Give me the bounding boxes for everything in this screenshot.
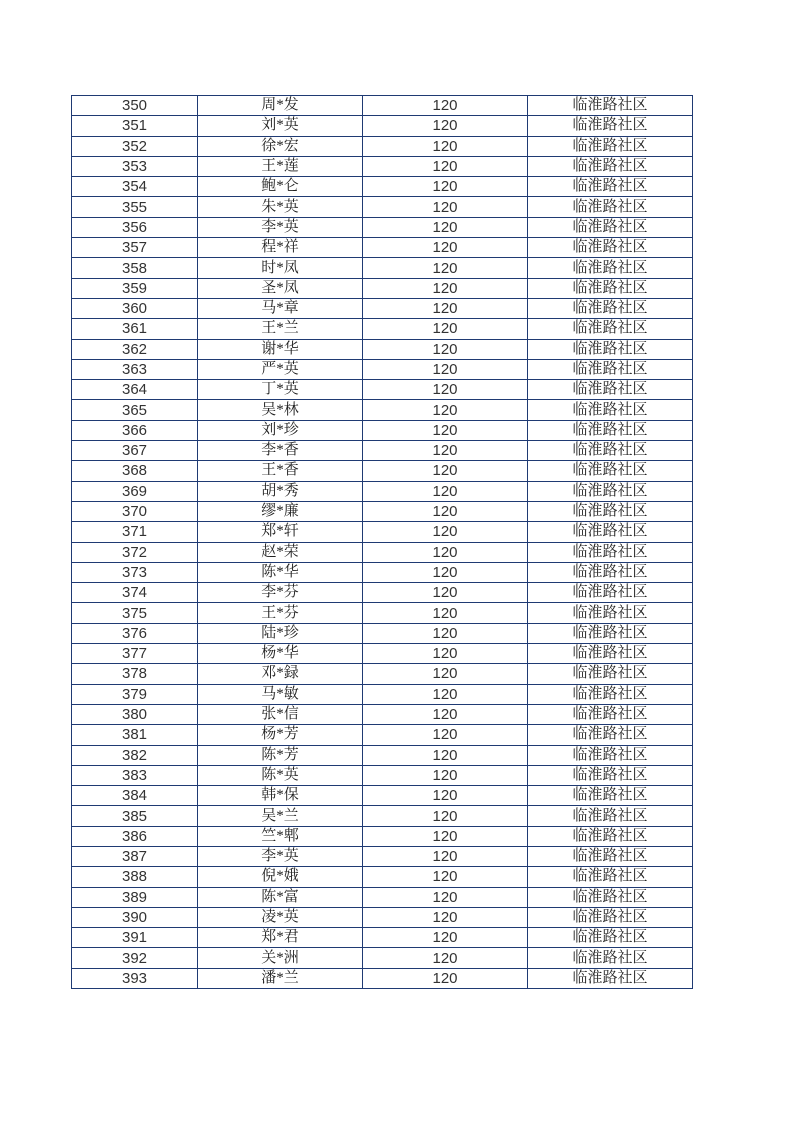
amount-cell: 120 [363, 846, 528, 866]
community-cell: 临淮路社区 [528, 481, 693, 501]
amount-cell: 120 [363, 623, 528, 643]
amount-cell: 120 [363, 644, 528, 664]
row-number-cell: 371 [72, 522, 198, 542]
amount-cell: 120 [363, 887, 528, 907]
amount-cell: 120 [363, 238, 528, 258]
row-number-cell: 380 [72, 704, 198, 724]
name-cell: 赵*荣 [198, 542, 363, 562]
community-cell: 临淮路社区 [528, 217, 693, 237]
table-row [72, 583, 693, 603]
amount-cell: 120 [363, 359, 528, 379]
community-cell: 临淮路社区 [528, 907, 693, 927]
name-cell: 圣*凤 [198, 278, 363, 298]
name-cell: 马*敏 [198, 684, 363, 704]
amount-cell: 120 [363, 765, 528, 785]
community-cell: 临淮路社区 [528, 177, 693, 197]
amount-cell: 120 [363, 380, 528, 400]
community-cell: 临淮路社区 [528, 359, 693, 379]
amount-cell: 120 [363, 177, 528, 197]
table-row [72, 238, 693, 258]
row-number-cell: 373 [72, 562, 198, 582]
amount-cell: 120 [363, 481, 528, 501]
table-row [72, 968, 693, 988]
amount-cell: 120 [363, 522, 528, 542]
name-cell: 丁*英 [198, 380, 363, 400]
amount-cell: 120 [363, 583, 528, 603]
row-number-cell: 383 [72, 765, 198, 785]
amount-cell: 120 [363, 562, 528, 582]
amount-cell: 120 [363, 786, 528, 806]
community-cell: 临淮路社区 [528, 542, 693, 562]
row-number-cell: 375 [72, 603, 198, 623]
amount-cell: 120 [363, 156, 528, 176]
amount-cell: 120 [363, 116, 528, 136]
amount-cell: 120 [363, 725, 528, 745]
name-cell: 王*兰 [198, 319, 363, 339]
row-number-cell: 364 [72, 380, 198, 400]
community-cell: 临淮路社区 [528, 400, 693, 420]
row-number-cell: 378 [72, 664, 198, 684]
row-number-cell: 355 [72, 197, 198, 217]
row-number-cell: 369 [72, 481, 198, 501]
row-number-cell: 357 [72, 238, 198, 258]
table-body [72, 96, 693, 989]
amount-cell: 120 [363, 603, 528, 623]
amount-cell: 120 [363, 400, 528, 420]
community-cell: 临淮路社区 [528, 867, 693, 887]
name-cell: 马*章 [198, 298, 363, 318]
community-cell: 临淮路社区 [528, 745, 693, 765]
row-number-cell: 351 [72, 116, 198, 136]
table-row [72, 136, 693, 156]
row-number-cell: 387 [72, 846, 198, 866]
community-cell: 临淮路社区 [528, 603, 693, 623]
name-cell: 李*芬 [198, 583, 363, 603]
name-cell: 吴*兰 [198, 806, 363, 826]
name-cell: 陆*珍 [198, 623, 363, 643]
amount-cell: 120 [363, 867, 528, 887]
amount-cell: 120 [363, 704, 528, 724]
row-number-cell: 386 [72, 826, 198, 846]
row-number-cell: 379 [72, 684, 198, 704]
table-row [72, 258, 693, 278]
row-number-cell: 376 [72, 623, 198, 643]
row-number-cell: 374 [72, 583, 198, 603]
row-number-cell: 352 [72, 136, 198, 156]
community-cell: 临淮路社区 [528, 461, 693, 481]
table-row [72, 846, 693, 866]
amount-cell: 120 [363, 319, 528, 339]
row-number-cell: 385 [72, 806, 198, 826]
community-cell: 临淮路社区 [528, 846, 693, 866]
table-row [72, 461, 693, 481]
community-cell: 临淮路社区 [528, 522, 693, 542]
table-row [72, 542, 693, 562]
row-number-cell: 382 [72, 745, 198, 765]
community-cell: 临淮路社区 [528, 238, 693, 258]
row-number-cell: 367 [72, 441, 198, 461]
amount-cell: 120 [363, 441, 528, 461]
row-number-cell: 370 [72, 501, 198, 521]
table-row [72, 928, 693, 948]
amount-cell: 120 [363, 339, 528, 359]
community-cell: 临淮路社区 [528, 704, 693, 724]
community-cell: 临淮路社区 [528, 136, 693, 156]
row-number-cell: 350 [72, 96, 198, 116]
row-number-cell: 390 [72, 907, 198, 927]
table-row [72, 907, 693, 927]
name-cell: 刘*英 [198, 116, 363, 136]
amount-cell: 120 [363, 197, 528, 217]
name-cell: 李*香 [198, 441, 363, 461]
table-row [72, 786, 693, 806]
row-number-cell: 360 [72, 298, 198, 318]
name-cell: 邓*録 [198, 664, 363, 684]
name-cell: 郑*轩 [198, 522, 363, 542]
amount-cell: 120 [363, 684, 528, 704]
table-row [72, 298, 693, 318]
row-number-cell: 377 [72, 644, 198, 664]
table-row [72, 684, 693, 704]
row-number-cell: 392 [72, 948, 198, 968]
community-cell: 临淮路社区 [528, 765, 693, 785]
amount-cell: 120 [363, 745, 528, 765]
table-row [72, 278, 693, 298]
row-number-cell: 365 [72, 400, 198, 420]
community-cell: 临淮路社区 [528, 623, 693, 643]
name-cell: 韩*保 [198, 786, 363, 806]
community-cell: 临淮路社区 [528, 887, 693, 907]
community-cell: 临淮路社区 [528, 968, 693, 988]
amount-cell: 120 [363, 501, 528, 521]
amount-cell: 120 [363, 664, 528, 684]
table-row [72, 400, 693, 420]
row-number-cell: 354 [72, 177, 198, 197]
amount-cell: 120 [363, 258, 528, 278]
name-cell: 杨*芳 [198, 725, 363, 745]
row-number-cell: 388 [72, 867, 198, 887]
community-cell: 临淮路社区 [528, 96, 693, 116]
community-cell: 临淮路社区 [528, 197, 693, 217]
name-cell: 程*祥 [198, 238, 363, 258]
community-cell: 临淮路社区 [528, 501, 693, 521]
community-cell: 临淮路社区 [528, 684, 693, 704]
community-cell: 临淮路社区 [528, 583, 693, 603]
community-cell: 临淮路社区 [528, 258, 693, 278]
name-cell: 徐*宏 [198, 136, 363, 156]
data-table [71, 95, 693, 989]
row-number-cell: 384 [72, 786, 198, 806]
community-cell: 临淮路社区 [528, 664, 693, 684]
amount-cell: 120 [363, 968, 528, 988]
community-cell: 临淮路社区 [528, 806, 693, 826]
row-number-cell: 393 [72, 968, 198, 988]
table-row [72, 319, 693, 339]
name-cell: 郑*君 [198, 928, 363, 948]
name-cell: 吴*林 [198, 400, 363, 420]
name-cell: 周*发 [198, 96, 363, 116]
community-cell: 临淮路社区 [528, 928, 693, 948]
table-row [72, 420, 693, 440]
community-cell: 临淮路社区 [528, 826, 693, 846]
row-number-cell: 359 [72, 278, 198, 298]
row-number-cell: 363 [72, 359, 198, 379]
community-cell: 临淮路社区 [528, 116, 693, 136]
amount-cell: 120 [363, 542, 528, 562]
table-row [72, 623, 693, 643]
community-cell: 临淮路社区 [528, 156, 693, 176]
name-cell: 李*英 [198, 217, 363, 237]
table-row [72, 562, 693, 582]
amount-cell: 120 [363, 907, 528, 927]
row-number-cell: 391 [72, 928, 198, 948]
table-row [72, 177, 693, 197]
row-number-cell: 366 [72, 420, 198, 440]
amount-cell: 120 [363, 948, 528, 968]
community-cell: 临淮路社区 [528, 278, 693, 298]
community-cell: 临淮路社区 [528, 786, 693, 806]
table-row [72, 826, 693, 846]
table-row [72, 522, 693, 542]
row-number-cell: 381 [72, 725, 198, 745]
name-cell: 张*信 [198, 704, 363, 724]
table-row [72, 359, 693, 379]
table-row [72, 380, 693, 400]
amount-cell: 120 [363, 217, 528, 237]
table-row [72, 481, 693, 501]
table-row [72, 806, 693, 826]
name-cell: 陈*英 [198, 765, 363, 785]
amount-cell: 120 [363, 96, 528, 116]
table-row [72, 765, 693, 785]
row-number-cell: 362 [72, 339, 198, 359]
community-cell: 临淮路社区 [528, 948, 693, 968]
row-number-cell: 353 [72, 156, 198, 176]
table-row [72, 501, 693, 521]
name-cell: 杨*华 [198, 644, 363, 664]
table-row [72, 948, 693, 968]
name-cell: 王*芬 [198, 603, 363, 623]
community-cell: 临淮路社区 [528, 562, 693, 582]
name-cell: 李*英 [198, 846, 363, 866]
community-cell: 临淮路社区 [528, 644, 693, 664]
table-row [72, 664, 693, 684]
amount-cell: 120 [363, 461, 528, 481]
name-cell: 谢*华 [198, 339, 363, 359]
name-cell: 胡*秀 [198, 481, 363, 501]
row-number-cell: 389 [72, 887, 198, 907]
amount-cell: 120 [363, 826, 528, 846]
row-number-cell: 356 [72, 217, 198, 237]
name-cell: 关*洲 [198, 948, 363, 968]
community-cell: 临淮路社区 [528, 319, 693, 339]
amount-cell: 120 [363, 136, 528, 156]
community-cell: 临淮路社区 [528, 339, 693, 359]
table-row [72, 887, 693, 907]
amount-cell: 120 [363, 806, 528, 826]
table-row [72, 116, 693, 136]
table-row [72, 156, 693, 176]
name-cell: 潘*兰 [198, 968, 363, 988]
community-cell: 临淮路社区 [528, 298, 693, 318]
amount-cell: 120 [363, 420, 528, 440]
amount-cell: 120 [363, 278, 528, 298]
amount-cell: 120 [363, 298, 528, 318]
name-cell: 倪*娥 [198, 867, 363, 887]
name-cell: 王*莲 [198, 156, 363, 176]
name-cell: 时*凤 [198, 258, 363, 278]
table-row [72, 96, 693, 116]
table-row [72, 441, 693, 461]
name-cell: 严*英 [198, 359, 363, 379]
amount-cell: 120 [363, 928, 528, 948]
name-cell: 鲍*仑 [198, 177, 363, 197]
table-row [72, 745, 693, 765]
name-cell: 陈*富 [198, 887, 363, 907]
community-cell: 临淮路社区 [528, 380, 693, 400]
name-cell: 朱*英 [198, 197, 363, 217]
table-row [72, 867, 693, 887]
table-row [72, 603, 693, 623]
table-row [72, 644, 693, 664]
community-cell: 临淮路社区 [528, 725, 693, 745]
community-cell: 临淮路社区 [528, 441, 693, 461]
name-cell: 缪*廉 [198, 501, 363, 521]
table-row [72, 339, 693, 359]
name-cell: 王*香 [198, 461, 363, 481]
row-number-cell: 368 [72, 461, 198, 481]
name-cell: 凌*英 [198, 907, 363, 927]
name-cell: 陈*华 [198, 562, 363, 582]
table-row [72, 725, 693, 745]
row-number-cell: 372 [72, 542, 198, 562]
table-row [72, 217, 693, 237]
row-number-cell: 358 [72, 258, 198, 278]
table-row [72, 197, 693, 217]
name-cell: 刘*珍 [198, 420, 363, 440]
table-row [72, 704, 693, 724]
name-cell: 竺*郫 [198, 826, 363, 846]
row-number-cell: 361 [72, 319, 198, 339]
name-cell: 陈*芳 [198, 745, 363, 765]
community-cell: 临淮路社区 [528, 420, 693, 440]
